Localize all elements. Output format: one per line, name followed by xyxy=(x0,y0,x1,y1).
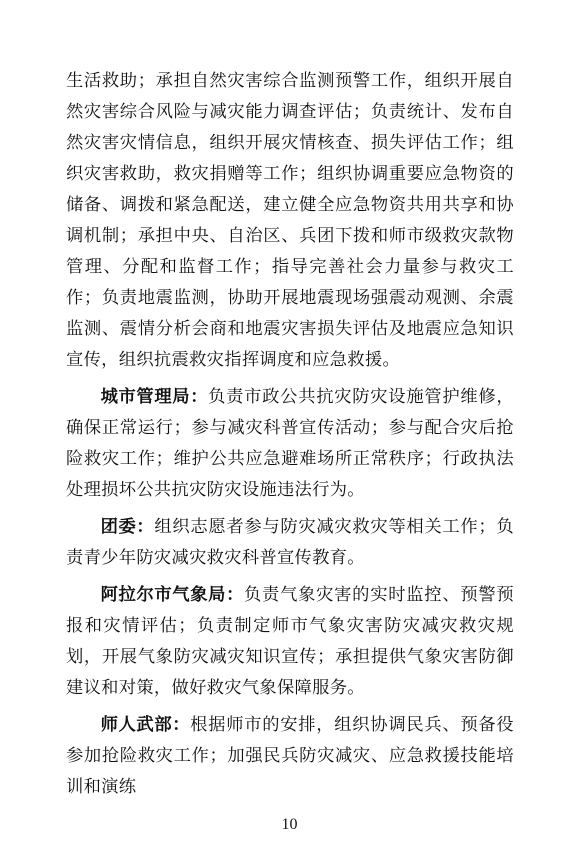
paragraph-youth-league xyxy=(66,512,514,574)
paragraph-heading: 阿拉尔市气象局： xyxy=(100,585,245,605)
paragraph-text: 生活救助；承担自然灾害综合监测预警工作，组织开展自然灾害综合风险与减灾能力调查评估；负责统计、发布自然灾害灾情信息，组织开展灾情核查、损失评估工作；组织灾害救助，救灾捐赠等工作；组织协调重要应急物资的储备、调拨和紧急配送，建立健全应急物资共用共享和协调机制；承担中央、自治区、兵团下拨和师市级救灾款物管理、分配和监督工作；指导完善社会力量参与救灾工作；负责地震监测，协助开展地震现场强震动观测、余震监测、震情分析会商和地震灾害损失评估及地震应急知识宣传，组织抗震救灾指挥调度和应急救援。 xyxy=(66,71,514,370)
paragraph-meteorology-bureau xyxy=(66,580,514,704)
paragraph-heading: 团委： xyxy=(100,517,155,537)
paragraph-text: 组织志愿者参与防灾减灾救灾等相关工作；负责青少年防灾减灾救灾科普宣传教育。 xyxy=(66,517,514,568)
paragraph-heading: 师人武部： xyxy=(100,715,191,735)
paragraph-continuation xyxy=(66,66,514,376)
paragraph-text: 负责气象灾害的实时监控、预警预报和灾情评估；负责制定师市气象灾害防灾减灾救灾规划，开展气象防灾减灾知识宣传；承担提供气象灾害防御建议和对策，做好救灾气象保障服务。 xyxy=(66,585,514,698)
page-number: 10 xyxy=(281,816,298,833)
paragraph-heading: 城市管理局： xyxy=(100,387,209,407)
paragraph-city-management xyxy=(66,382,514,506)
paragraph-text: 负责市政公共抗灾防灾设施管护维修，确保正常运行；参与减灾科普宣传活动；参与配合灾后抢险救灾工作；维护公共应急避难场所正常秩序；行政执法处理损坏公共抗灾防灾设施违法行为。 xyxy=(66,387,514,500)
paragraph-text: 根据师市的安排，组织协调民兵、预备役参加抢险救灾工作；加强民兵防灾减灾、应急救援技能培训和演练 xyxy=(66,715,514,797)
document-body xyxy=(66,66,514,803)
paragraph-armed-forces-department xyxy=(66,710,514,803)
